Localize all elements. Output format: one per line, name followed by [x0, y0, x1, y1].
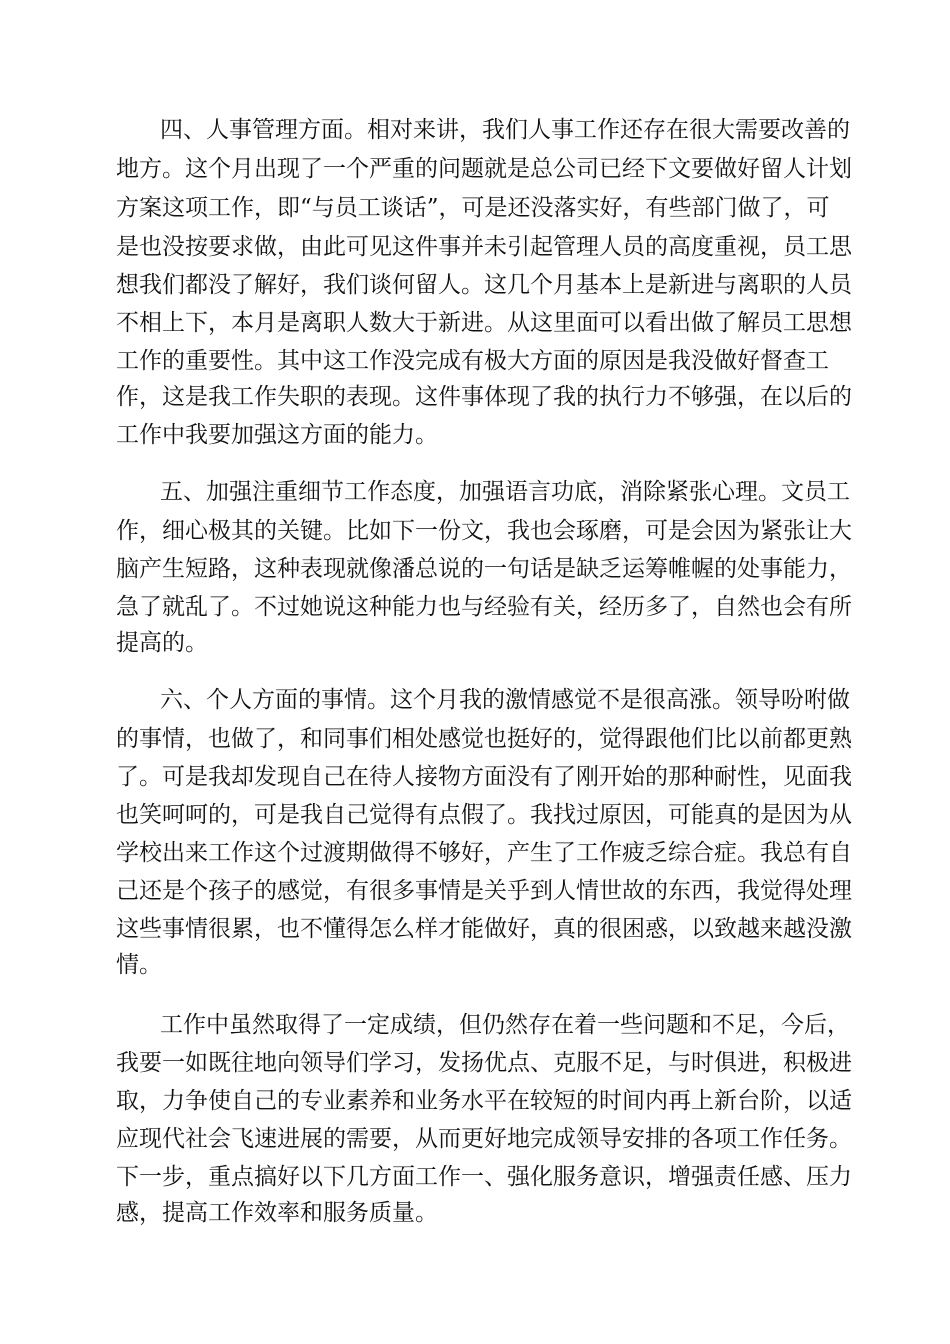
- paragraph-line: 的事情，也做了，和同事们相处感觉也挺好的，觉得跟他们比以前都更熟: [116, 726, 852, 752]
- paragraph-line: 情。: [116, 952, 162, 978]
- paragraph-line: 工作中我要加强这方面的能力。: [116, 422, 438, 448]
- paragraph-line: 感，提高工作效率和服务质量。: [116, 1200, 438, 1226]
- paragraph-line: 工作的重要性。其中这工作没完成有极大方面的原因是我没做好督查工: [116, 348, 829, 374]
- paragraph-line: 四、人事管理方面。相对来讲，我们人事工作还存在很大需要改善的: [160, 117, 850, 143]
- paragraph-line: 取，力争使自己的专业素养和业务水平在较短的时间内再上新台阶，以适: [116, 1088, 852, 1114]
- paragraph-line: 是也没按要求做，由此可见这件事并未引起管理人员的高度重视，员工思: [116, 234, 852, 260]
- paragraph-line: 作，细心极其的关键。比如下一份文，我也会琢磨，可是会因为紧张让大: [116, 518, 852, 544]
- paragraph-line: 不相上下，本月是离职人数大于新进。从这里面可以看出做了解员工思想: [116, 310, 852, 336]
- paragraph-line: 急了就乱了。不过她说这种能力也与经验有关，经历多了，自然也会有所: [116, 594, 852, 620]
- paragraph-line: 下一步，重点搞好以下几方面工作一、强化服务意识，增强责任感、压力: [116, 1164, 852, 1190]
- paragraph-line: 六、个人方面的事情。这个月我的激情感觉不是很高涨。领导吩咐做: [160, 687, 850, 713]
- paragraph-line: 也笑呵呵的，可是我自己觉得有点假了。我找过原因，可能真的是因为从: [116, 802, 852, 828]
- paragraph-line: 作，这是我工作失职的表现。这件事体现了我的执行力不够强，在以后的: [116, 384, 852, 410]
- paragraph-line: 我要一如既往地向领导们学习，发扬优点、克服不足，与时俱进，积极进: [116, 1050, 852, 1076]
- paragraph-line: 这些事情很累，也不懂得怎么样才能做好，真的很困惑，以致越来越没激: [116, 916, 852, 942]
- paragraph-line: 工作中虽然取得了一定成绩，但仍然存在着一些问题和不足，今后，: [160, 1012, 850, 1038]
- paragraph-line: 学校出来工作这个过渡期做得不够好，产生了工作疲乏综合症。我总有自: [116, 840, 852, 866]
- paragraph-line: 提高的。: [116, 630, 208, 656]
- paragraph-line: 地方。这个月出现了一个严重的问题就是总公司已经下文要做好留人计划: [116, 156, 852, 182]
- paragraph-line: 己还是个孩子的感觉，有很多事情是关乎到人情世故的东西，我觉得处理: [116, 878, 852, 904]
- paragraph-line: 应现代社会飞速进展的需要，从而更好地完成领导安排的各项工作任务。: [116, 1126, 852, 1152]
- paragraph-line: 五、加强注重细节工作态度，加强语言功底，消除紧张心理。文员工: [160, 479, 850, 505]
- paragraph-line: 想我们都没了解好，我们谈何留人。这几个月基本上是新进与离职的人员: [116, 272, 852, 298]
- paragraph-line: 脑产生短路，这种表现就像潘总说的一句话是缺乏运筹帷幄的处事能力，: [116, 556, 852, 582]
- paragraph-line: 方案这项工作，即“与员工谈话”，可是还没落实好，有些部门做了，可: [116, 195, 830, 221]
- paragraph-line: 了。可是我却发现自己在待人接物方面没有了刚开始的那种耐性，见面我: [116, 764, 852, 790]
